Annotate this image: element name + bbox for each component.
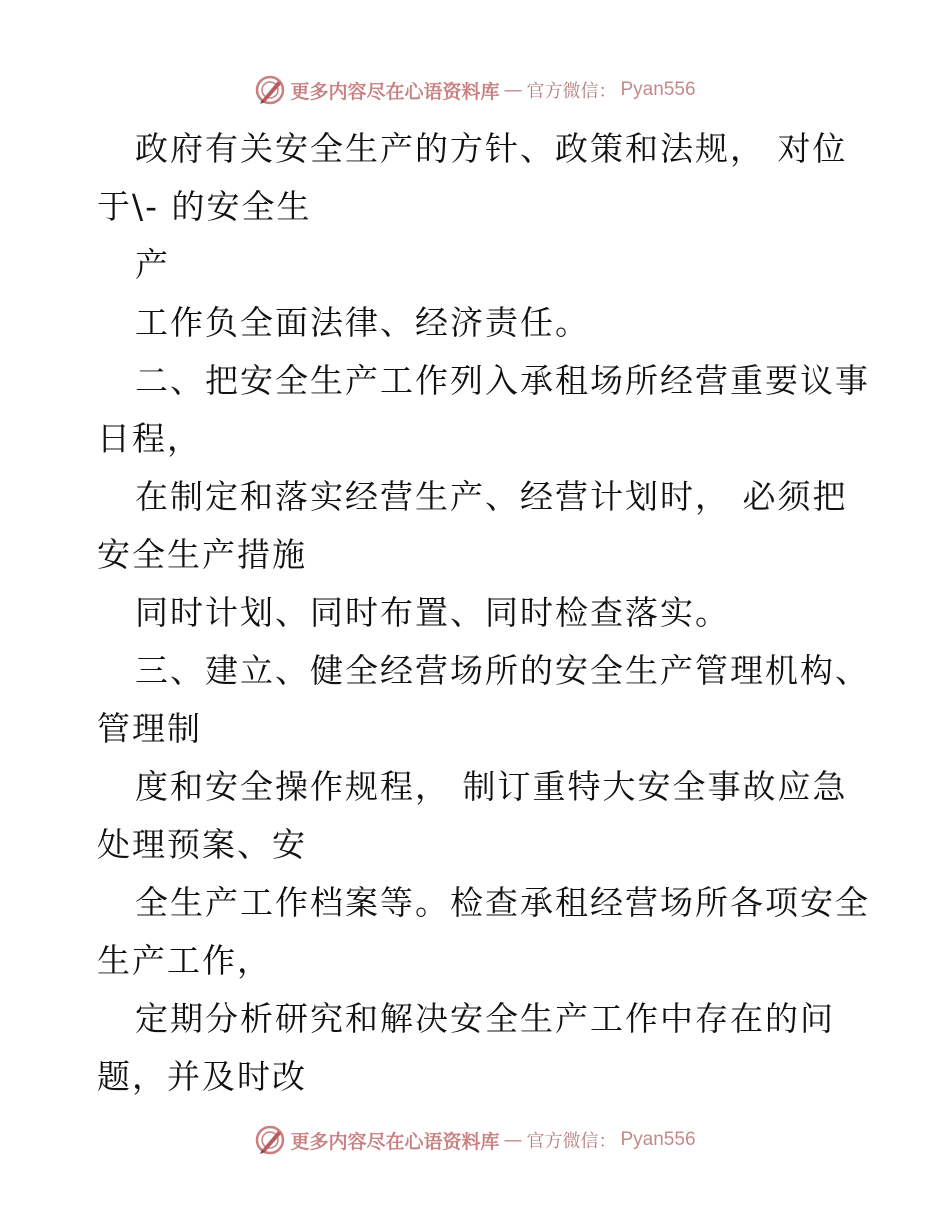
text-line: 二、把安全生产工作列入承租场所经营重要议事 [135, 361, 870, 400]
footer-watermark [0, 1122, 950, 1158]
header-brand-text: 更多内容尽在心语资料库 [290, 80, 500, 103]
footer-wechat-label: 官方微信： [526, 1131, 617, 1152]
header-separator: — [503, 79, 523, 101]
text-line: 日程， [97, 419, 202, 458]
footer-brand-text: 更多内容尽在心语资料库 [290, 1130, 500, 1153]
header-wechat-label: 官方微信： [526, 81, 617, 102]
text-line: 工作负全面法律、经济责任。 [135, 303, 590, 342]
text-line: 同时计划、同时布置、同时检查落实。 [135, 593, 730, 632]
text-line: 处理预案、安 [97, 825, 307, 864]
text-line: 管理制 [97, 709, 202, 748]
text-line: 全生产工作档案等。检查承租经营场所各项安全 [135, 883, 870, 922]
text-line: 三、建立、健全经营场所的安全生产管理机构、 [135, 651, 870, 690]
text-line: 生产工作， [97, 941, 272, 980]
text-line: 于\- 的安全生 [97, 187, 312, 226]
pen-logo-icon [254, 74, 286, 106]
text-line: 定期分析研究和解决安全生产工作中存在的问 [135, 999, 835, 1038]
header-wechat-id: Pyan556 [620, 79, 696, 100]
header-watermark [0, 72, 950, 108]
text-line: 度和安全操作规程， 制订重特大安全事故应急 [135, 767, 848, 806]
pen-logo-icon [254, 1124, 286, 1156]
text-line: 政府有关安全生产的方针、政策和法规， 对位 [135, 129, 848, 168]
text-line: 产 [135, 245, 170, 284]
text-line: 题，并及时改 [97, 1057, 307, 1096]
footer-wechat-id: Pyan556 [620, 1129, 696, 1150]
text-line: 安全生产措施 [97, 535, 307, 574]
text-line: 在制定和落实经营生产、经营计划时， 必须把 [135, 477, 848, 516]
footer-separator: — [503, 1129, 523, 1151]
